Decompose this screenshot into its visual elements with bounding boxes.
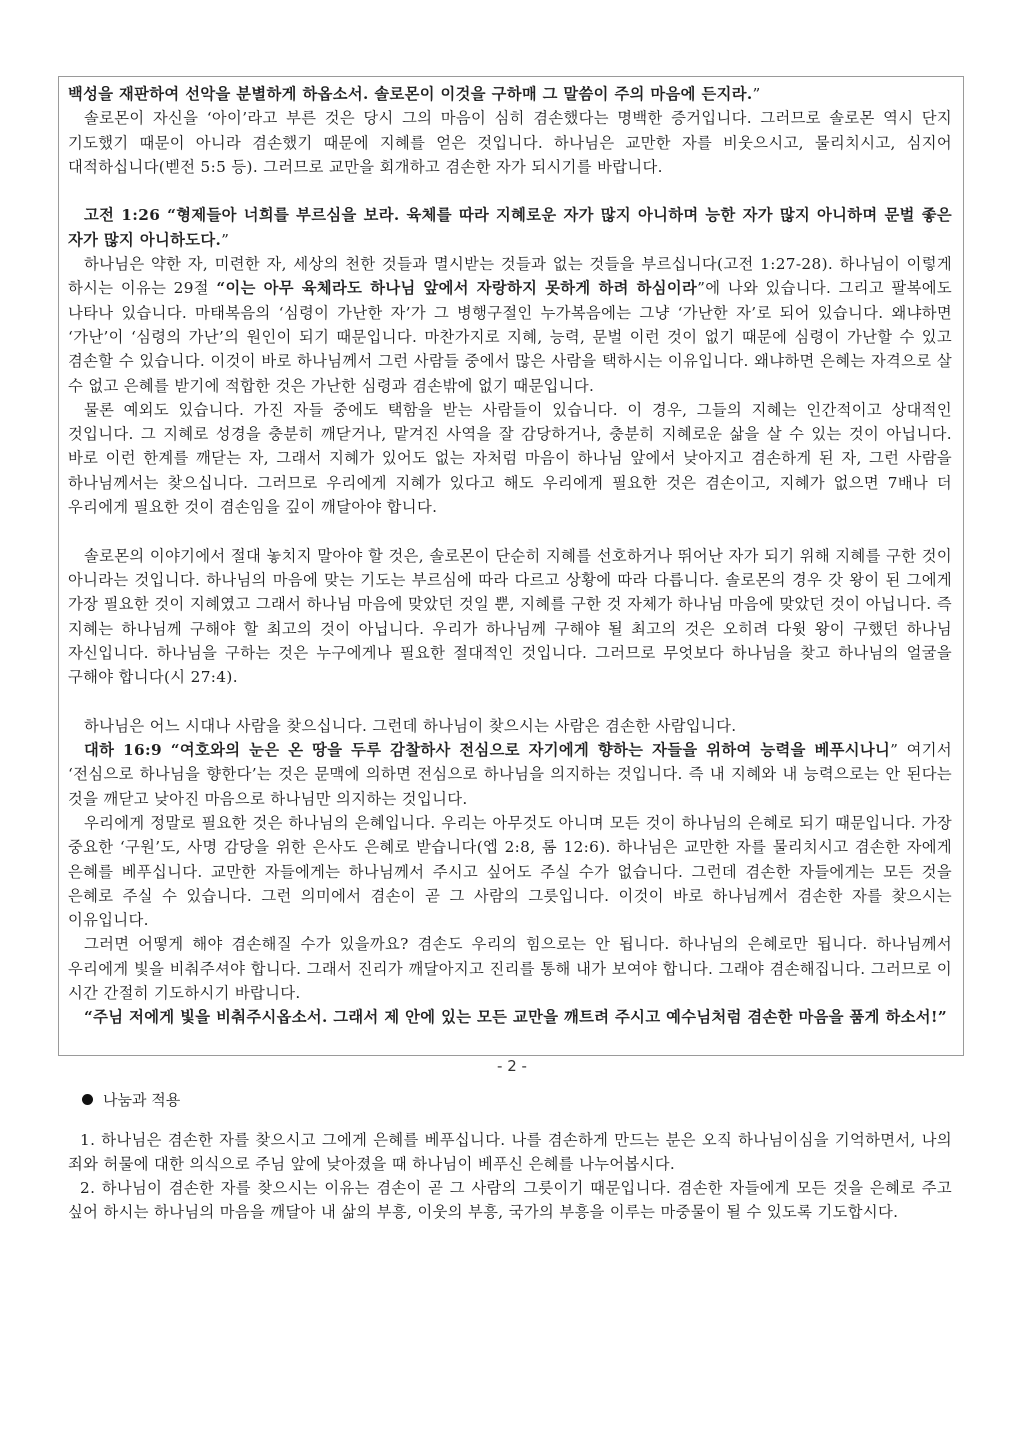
verse-2chr-16-9 (68, 738, 952, 811)
paragraph-6: 우리에게 정말로 필요한 것은 하나님의 은혜입니다. 우리는 아무것도 아니며 모든 것이 하나님의 은혜로 되기 때문입니다. 가장 중요한 ‘구원’도, 사명 감당을 위한 은사도 은혜로 받습니다(엡 2:8, 롬 12:6). 하나님은 교만한 자를 물리치시고 겸손한 자에게 은혜를 베푸십니다. 교만한 자들에게는 하나님께서 주시고 싶어도 주실 수가 없습니다. 그런데 겸손한 자들에게는 모든 것을 은혜로 주실 수 있습니다. 그런 의미에서 겸손이 곧 그 사람의 그릇입니다. 이것이 바로 하나님께서 겸손한 자를 찾으시는 이유입니다. (68, 813, 952, 930)
prayer-text: “주님 저에게 빛을 비춰주시옵소서. 그래서 제 안에 있는 모든 교만을 깨트려 주시고 예수님처럼 겸손한 마음을 품게 하소서!” (84, 1008, 948, 1027)
sharing-item-1: 1. 하나님은 겸손한 자를 찾으시고 그에게 은혜를 베푸십니다. 나를 겸손하게 만드는 분은 오직 하나님이심을 기억하면서, 나의 죄와 허물에 대한 의식으로 주님 앞에 낮아졌을 때 하나님이 베푸신 은혜를 나누어봅시다. (68, 1130, 952, 1173)
verse-text: 고전 1:26 “형제들아 너희를 부르심을 보라. 육체를 따라 지혜로운 자가 많지 아니하며 능한 자가 많지 아니하며 문벌 좋은 자가 많지 아니하도다. (68, 206, 952, 249)
verse-explanation: ” 여기서 ‘전심으로 하나님을 향한다’는 것은 문맥에 의하면 전심으로 하나님을 의지하는 것입니다. 즉 내 지혜와 내 능력으로는 안 된다는 것을 깨닫고 낮아진 마음으로 하나님만 의지하는 것입니다. (68, 741, 952, 808)
page-number: - 2 - (497, 1057, 527, 1075)
sharing-title: 나눔과 적용 (103, 1090, 181, 1109)
bullet-icon (82, 1094, 93, 1105)
verse-text: 대하 16:9 “여호와의 눈은 온 땅을 두루 감찰하사 전심으로 자기에게 향하는 자들을 위하여 능력을 베푸시나니 (84, 741, 891, 760)
paragraph-5: 하나님은 어느 시대나 사람을 찾으십니다. 그런데 하나님이 찾으시는 사람은 겸손한 사람입니다. (84, 716, 737, 735)
close-quote: ” (221, 230, 230, 249)
paragraph-2 (68, 252, 952, 398)
paragraph-2-verse: “이는 아무 육체라도 하나님 앞에서 자랑하지 못하게 하려 하심이라 (216, 279, 698, 298)
sharing-item-2: 2. 하나님이 겸손한 자를 찾으시는 이유는 겸손이 곧 그 사람의 그릇이기 때문입니다. 겸손한 자들에게 모든 것을 은혜로 주고 싶어 하시는 하나님의 마음을 깨달아 내 삶의 부흥, 이웃의 부흥, 국가의 부흥을 이루는 마중물이 될 수 있도록 기도합시다. (68, 1179, 952, 1222)
verse-continuation (68, 82, 952, 106)
paragraph-1: 솔로몬이 자신을 ‘아이’라고 부른 것은 당시 그의 마음이 심히 겸손했다는 명백한 증거입니다. 그러므로 솔로몬 역시 단지 기도했기 때문이 아니라 겸손했기 때문에 지혜를 얻은 것입니다. 하나님은 교만한 자를 비웃으시고, 물리치시고, 심지어 대적하십니다(벧전 5:5 등). 그러므로 교만을 회개하고 겸손한 자가 되시기를 바랍니다. (68, 109, 952, 176)
verse-text: 백성을 재판하여 선악을 분별하게 하옵소서. 솔로몬이 이것을 구하매 그 말씀이 주의 마음에 든지라. (68, 85, 753, 103)
paragraph-4: 솔로몬의 이야기에서 절대 놓치지 말아야 할 것은, 솔로몬이 단순히 지혜를 선호하거나 뛰어난 자가 되기 위해 지혜를 구한 것이 아니라는 것입니다. 하나님의 마음에 맞는 기도는 부르심에 따라 다르고 상황에 따라 다릅니다. 솔로몬의 경우 갓 왕이 된 그에게 가장 필요한 것이 지혜였고 그래서 하나님 마음에 맞았던 것일 뿐, 지혜를 구한 것 자체가 하나님 마음에 맞았던 것이 아닙니다. 즉 지혜는 하나님께 구해야 할 최고의 것이 아닙니다. 우리가 하나님께 구해야 될 최고의 것은 오히려 다윗 왕이 구했던 하나님 자신입니다. 하나님을 구하는 것은 누구에게나 필요한 절대적인 것입니다. 그러므로 무엇보다 하나님을 찾고 하나님의 얼굴을 구해야 합니다(시 27:4). (68, 546, 952, 687)
paragraph-7: 그러면 어떻게 해야 겸손해질 수가 있을까요? 겸손도 우리의 힘으로는 안 됩니다. 하나님의 은혜로만 됩니다. 하나님께서 우리에게 빛을 비춰주셔야 합니다. 그래서 진리가 깨달아지고 진리를 통해 내가 보여야 합니다. 그래야 겸손해집니다. 그러므로 이 시간 간절히 기도하시기 바랍니다. (68, 935, 952, 1002)
paragraph-2-part-c: ”에 나와 있습니다. 그리고 팔복에도 나타나 있습니다. 마태복음의 ‘심령이 가난한 자’가 그 병행구절인 누가복음에는 그냥 ‘가난한 자’로 되어 있습니다. 왜냐하면 ‘가난’이 ‘심령의 가난’의 원인이 되기 때문입니다. 마찬가지로 지혜, 능력, 문벌 이런 것이 없기 때문에 심령이 가난할 수 있고 겸손할 수 있습니다. 이것이 바로 하나님께서 그런 사람들 중에서 많은 사람을 택하시는 이유입니다. 왜냐하면 은혜는 자격으로 살 수 없고 은혜를 받기에 적합한 것은 가난한 심령과 겸손밖에 없기 때문입니다. (68, 279, 952, 395)
sermon-body (68, 82, 952, 1225)
close-quote: ” (752, 85, 761, 103)
paragraph-2-part-a: 하나님은 약한 자, 미련한 자, 세상의 천한 것들과 멸시받는 것들과 없는 것들을 부르십니다(고전 1:27-28). 하나님이 이렇게 하시는 이유는 29절 (68, 255, 952, 298)
verse-1cor-1-26 (68, 203, 952, 252)
prayer (68, 1005, 952, 1029)
sharing-heading (68, 1088, 952, 1112)
paragraph-3: 물론 예외도 있습니다. 가진 자들 중에도 택함을 받는 사람들이 있습니다. 이 경우, 그들의 지혜는 인간적이고 상대적인 것입니다. 그 지혜로 성경을 충분히 깨닫거나, 맡겨진 사역을 잘 감당하거나, 충분히 지혜로운 삶을 살 수 있는 것이 아닙니다. 바로 이런 한계를 깨닫는 자, 그래서 지혜가 있어도 없는 자처럼 마음이 하나님 앞에서 낮아지고 겸손하게 된 자, 그런 사람을 하나님께서는 찾으십니다. 그러므로 우리에게 지혜가 있다고 해도 우리에게 필요한 것은 겸손이고, 지혜가 없으면 7배나 더 우리에게 필요한 것이 겸손임을 깊이 깨달아야 합니다. (68, 400, 952, 517)
